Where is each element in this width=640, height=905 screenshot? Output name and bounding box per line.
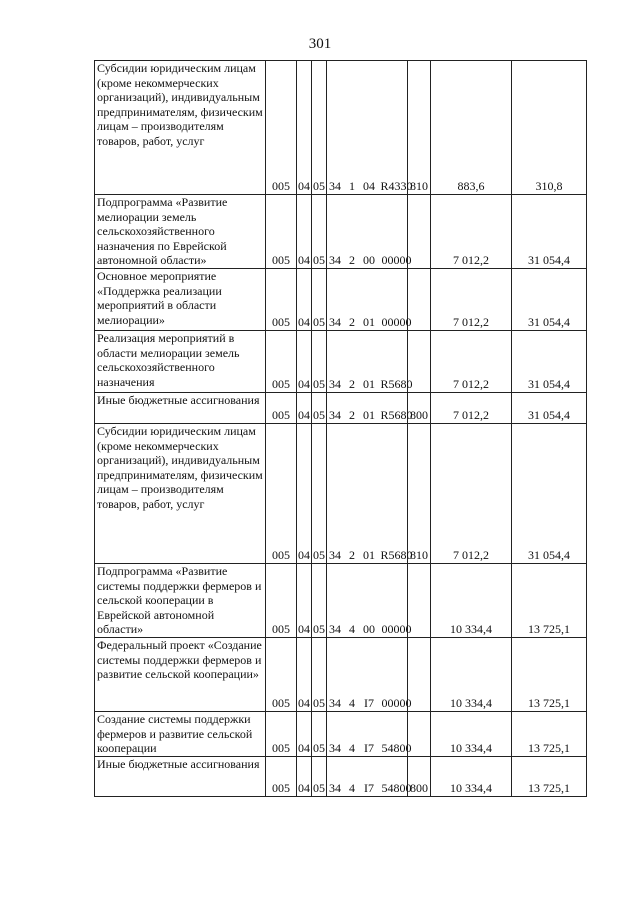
target-article-code — [327, 330, 413, 392]
row-name: Подпрограмма «Развитие мелиорации земель сельскохозяйственного назначения по Еврейской автономной области» — [95, 195, 266, 269]
direction-code: 00000 — [381, 315, 412, 330]
ministry-code: 005 — [266, 268, 297, 330]
budget-table — [94, 60, 587, 797]
subsection-code: 05 — [312, 637, 327, 711]
subprogram-code: 2 — [349, 548, 355, 563]
direction-code: R4330 — [380, 179, 413, 194]
activity-code: I7 — [364, 741, 374, 756]
amount-1: 10 334,4 — [431, 563, 512, 637]
table-row — [95, 756, 587, 796]
amount-2: 31 054,4 — [512, 195, 587, 269]
row-name: Создание системы поддержки фермеров и развитие сельской кооперации — [95, 711, 266, 756]
ministry-code: 005 — [266, 61, 297, 195]
section-code: 04 — [297, 756, 312, 796]
direction-code: R5680 — [380, 377, 413, 392]
activity-code: 04 — [363, 179, 375, 194]
target-article-code — [327, 563, 412, 637]
ministry-code: 005 — [266, 392, 297, 423]
program-code: 34 — [329, 548, 341, 563]
subprogram-code: 4 — [349, 696, 355, 711]
amount-1: 883,6 — [431, 61, 512, 195]
subsection-code: 05 — [312, 61, 327, 195]
table-row — [95, 423, 587, 563]
table-row — [95, 330, 587, 392]
program-code: 34 — [329, 622, 341, 637]
table-row — [95, 563, 587, 637]
section-code: 04 — [297, 392, 312, 423]
section-code: 04 — [297, 637, 312, 711]
section-code: 04 — [297, 330, 312, 392]
amount-1: 10 334,4 — [431, 711, 512, 756]
program-code: 34 — [329, 781, 341, 796]
ministry-code: 005 — [266, 756, 297, 796]
target-article-code — [327, 711, 412, 756]
ministry-code: 005 — [266, 423, 297, 563]
target-article-code — [327, 756, 412, 796]
target-article-code — [327, 637, 412, 711]
section-code: 04 — [297, 61, 312, 195]
program-code: 34 — [329, 741, 341, 756]
subsection-code: 05 — [312, 330, 327, 392]
target-article-code — [327, 423, 413, 563]
program-code: 34 — [329, 408, 341, 423]
activity-code: 00 — [363, 622, 375, 637]
row-name: Реализация мероприятий в области мелиорации земель сельскохозяйственного назначения — [95, 330, 266, 392]
section-code: 04 — [297, 711, 312, 756]
subprogram-code: 2 — [349, 408, 355, 423]
table-row — [95, 392, 587, 423]
direction-code: 54800 — [381, 781, 412, 796]
section-code: 04 — [297, 423, 312, 563]
amount-2: 31 054,4 — [512, 423, 587, 563]
activity-code: 01 — [363, 315, 375, 330]
amount-2: 13 725,1 — [512, 711, 587, 756]
amount-2: 13 725,1 — [512, 756, 587, 796]
ministry-code: 005 — [266, 563, 297, 637]
subsection-code: 05 — [312, 563, 327, 637]
section-code: 04 — [297, 268, 312, 330]
target-article-code — [327, 61, 413, 195]
amount-1: 10 334,4 — [431, 756, 512, 796]
ministry-code: 005 — [266, 711, 297, 756]
program-code: 34 — [329, 179, 341, 194]
row-name: Субсидии юридическим лицам (кроме некоммерческих организаций), индивидуальным предпринимателям, физическим лицам – производителям товаров, работ, услуг — [95, 61, 266, 195]
table-row — [95, 711, 587, 756]
amount-1: 7 012,2 — [431, 268, 512, 330]
target-article-code — [327, 392, 413, 423]
amount-2: 310,8 — [512, 61, 587, 195]
direction-code: R5680 — [380, 548, 413, 563]
row-name: Основное мероприятие «Поддержка реализации мероприятий в области мелиорации» — [95, 268, 266, 330]
program-code: 34 — [329, 377, 341, 392]
subsection-code: 05 — [312, 392, 327, 423]
row-name: Подпрограмма «Развитие системы поддержки фермеров и сельской кооперации в Еврейской автономной области» — [95, 563, 266, 637]
activity-code: I7 — [364, 696, 374, 711]
row-name: Субсидии юридическим лицам (кроме некоммерческих организаций), индивидуальным предпринимателям, физическим лицам – производителям товаров, работ, услуг — [95, 423, 266, 563]
direction-code: 00000 — [381, 622, 412, 637]
subprogram-code: 2 — [349, 377, 355, 392]
subsection-code: 05 — [312, 423, 327, 563]
table-row — [95, 637, 587, 711]
expense-type-code: 810 — [408, 423, 431, 563]
direction-code: 00000 — [381, 696, 412, 711]
row-name: Иные бюджетные ассигнования — [95, 392, 266, 423]
subprogram-code: 4 — [349, 781, 355, 796]
subprogram-code: 1 — [349, 179, 355, 194]
program-code: 34 — [329, 315, 341, 330]
direction-code: R5680 — [380, 408, 413, 423]
row-name: Иные бюджетные ассигнования — [95, 756, 266, 796]
ministry-code: 005 — [266, 195, 297, 269]
section-code: 04 — [297, 195, 312, 269]
subprogram-code: 2 — [349, 253, 355, 268]
table-row — [95, 268, 587, 330]
expense-type-code: 800 — [408, 756, 431, 796]
amount-1: 7 012,2 — [431, 392, 512, 423]
amount-1: 7 012,2 — [431, 330, 512, 392]
subprogram-code: 2 — [349, 315, 355, 330]
direction-code: 00000 — [381, 253, 412, 268]
amount-2: 31 054,4 — [512, 392, 587, 423]
target-article-code — [327, 268, 412, 330]
amount-1: 7 012,2 — [431, 195, 512, 269]
table-row — [95, 61, 587, 195]
subprogram-code: 4 — [349, 622, 355, 637]
ministry-code: 005 — [266, 330, 297, 392]
subprogram-code: 4 — [349, 741, 355, 756]
subsection-code: 05 — [312, 756, 327, 796]
expense-type-code: 800 — [408, 392, 431, 423]
subsection-code: 05 — [312, 711, 327, 756]
amount-2: 13 725,1 — [512, 563, 587, 637]
activity-code: 01 — [363, 548, 375, 563]
expense-type-code: 810 — [408, 61, 431, 195]
ministry-code: 005 — [266, 637, 297, 711]
direction-code: 54800 — [381, 741, 412, 756]
program-code: 34 — [329, 696, 341, 711]
activity-code: 01 — [363, 408, 375, 423]
activity-code: 01 — [363, 377, 375, 392]
amount-1: 10 334,4 — [431, 637, 512, 711]
program-code: 34 — [329, 253, 341, 268]
activity-code: I7 — [364, 781, 374, 796]
row-name: Федеральный проект «Создание системы поддержки фермеров и развитие сельской кооперации» — [95, 637, 266, 711]
amount-2: 31 054,4 — [512, 268, 587, 330]
amount-2: 31 054,4 — [512, 330, 587, 392]
page-number: 301 — [308, 36, 332, 52]
table-row — [95, 195, 587, 269]
section-code: 04 — [297, 563, 312, 637]
amount-1: 7 012,2 — [431, 423, 512, 563]
target-article-code — [327, 195, 412, 269]
amount-2: 13 725,1 — [512, 637, 587, 711]
subsection-code: 05 — [312, 268, 327, 330]
subsection-code: 05 — [312, 195, 327, 269]
activity-code: 00 — [363, 253, 375, 268]
